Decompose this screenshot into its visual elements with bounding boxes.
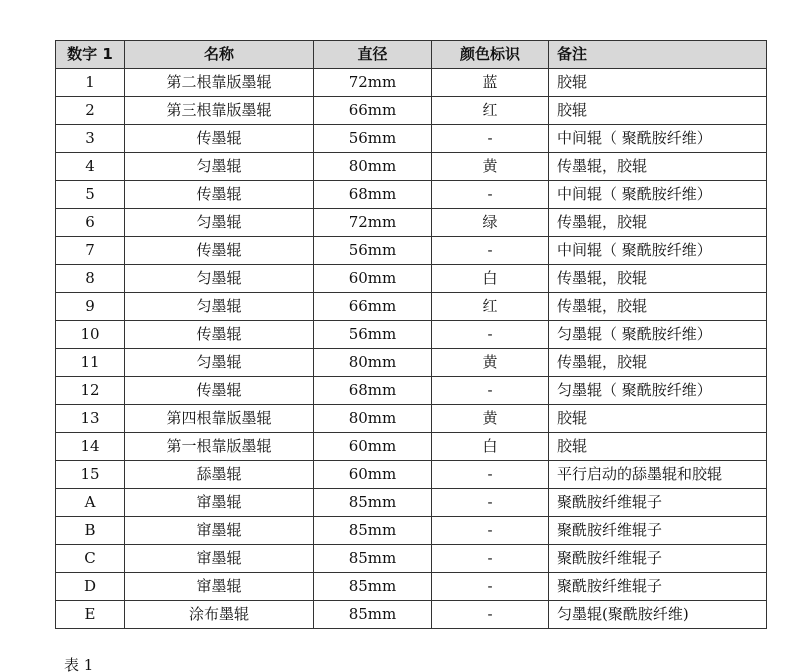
cell-color: - [432,377,549,405]
cell-number: 7 [56,237,125,265]
cell-note: 中间辊（ 聚酰胺纤维） [549,181,767,209]
cell-number: 6 [56,209,125,237]
cell-diameter: 80mm [314,349,432,377]
cell-color: - [432,489,549,517]
cell-diameter: 72mm [314,209,432,237]
ink-roller-table [55,40,767,629]
cell-name: 第一根靠版墨辊 [125,433,314,461]
cell-note: 传墨辊，胶辊 [549,153,767,181]
table-row [56,461,767,489]
cell-color: 黄 [432,349,549,377]
cell-number: 9 [56,293,125,321]
cell-note: 平行启动的舔墨辊和胶辊 [549,461,767,489]
cell-note: 胶辊 [549,405,767,433]
table-row [56,181,767,209]
cell-number: 12 [56,377,125,405]
table-row [56,545,767,573]
cell-diameter: 85mm [314,545,432,573]
cell-note: 传墨辊，胶辊 [549,293,767,321]
cell-note: 聚酰胺纤维辊子 [549,517,767,545]
cell-number: 3 [56,125,125,153]
cell-name: 匀墨辊 [125,265,314,293]
cell-note: 胶辊 [549,69,767,97]
cell-number: 10 [56,321,125,349]
cell-name: 窜墨辊 [125,489,314,517]
cell-note: 胶辊 [549,433,767,461]
cell-number: 14 [56,433,125,461]
cell-note: 聚酰胺纤维辊子 [549,545,767,573]
cell-name: 传墨辊 [125,181,314,209]
table-row [56,125,767,153]
cell-diameter: 85mm [314,517,432,545]
cell-color: - [432,125,549,153]
cell-color: 白 [432,433,549,461]
cell-number: B [56,517,125,545]
cell-name: 匀墨辊 [125,209,314,237]
cell-note: 聚酰胺纤维辊子 [549,573,767,601]
cell-color: - [432,181,549,209]
table-row [56,265,767,293]
cell-number: 13 [56,405,125,433]
cell-diameter: 80mm [314,405,432,433]
cell-diameter: 56mm [314,321,432,349]
table-row [56,237,767,265]
cell-number: 8 [56,265,125,293]
cell-diameter: 80mm [314,153,432,181]
cell-diameter: 60mm [314,265,432,293]
cell-name: 窜墨辊 [125,573,314,601]
cell-name: 第三根靠版墨辊 [125,97,314,125]
cell-color: 白 [432,265,549,293]
table-row [56,321,767,349]
cell-note: 中间辊（ 聚酰胺纤维） [549,125,767,153]
cell-note: 匀墨辊（ 聚酰胺纤维） [549,377,767,405]
cell-name: 传墨辊 [125,321,314,349]
cell-number: 2 [56,97,125,125]
cell-name: 涂布墨辊 [125,601,314,629]
cell-name: 传墨辊 [125,237,314,265]
cell-diameter: 85mm [314,601,432,629]
cell-note: 胶辊 [549,97,767,125]
header-color: 颜色标识 [432,41,549,69]
table-row [56,349,767,377]
cell-diameter: 72mm [314,69,432,97]
cell-note: 匀墨辊（ 聚酰胺纤维） [549,321,767,349]
cell-color: - [432,517,549,545]
table-row [56,517,767,545]
cell-number: 5 [56,181,125,209]
table-body [56,69,767,629]
cell-color: 红 [432,293,549,321]
cell-diameter: 66mm [314,293,432,321]
table-row [56,69,767,97]
cell-note: 传墨辊，胶辊 [549,209,767,237]
cell-note: 匀墨辊(聚酰胺纤维) [549,601,767,629]
cell-name: 匀墨辊 [125,153,314,181]
cell-name: 窜墨辊 [125,517,314,545]
cell-diameter: 66mm [314,97,432,125]
cell-note: 传墨辊，胶辊 [549,265,767,293]
cell-color: 绿 [432,209,549,237]
table-row [56,573,767,601]
cell-color: 蓝 [432,69,549,97]
table-row [56,377,767,405]
cell-number: 11 [56,349,125,377]
table-row [56,489,767,517]
cell-number: C [56,545,125,573]
cell-diameter: 85mm [314,489,432,517]
cell-number: 4 [56,153,125,181]
table-row [56,97,767,125]
cell-color: - [432,321,549,349]
cell-color: - [432,545,549,573]
table-row [56,405,767,433]
table-row [56,209,767,237]
table-header-row [56,41,767,69]
cell-diameter: 60mm [314,461,432,489]
cell-diameter: 68mm [314,181,432,209]
cell-color: 红 [432,97,549,125]
cell-note: 聚酰胺纤维辊子 [549,489,767,517]
cell-number: 1 [56,69,125,97]
cell-name: 舔墨辊 [125,461,314,489]
cell-name: 第四根靠版墨辊 [125,405,314,433]
cell-number: A [56,489,125,517]
cell-diameter: 56mm [314,125,432,153]
header-number: 数字 1 [56,41,125,69]
cell-name: 匀墨辊 [125,293,314,321]
cell-color: - [432,461,549,489]
cell-number: D [56,573,125,601]
header-name: 名称 [125,41,314,69]
cell-color: - [432,573,549,601]
cell-color: 黄 [432,153,549,181]
cell-color: - [432,237,549,265]
cell-name: 匀墨辊 [125,349,314,377]
cell-color: 黄 [432,405,549,433]
cell-number: E [56,601,125,629]
cell-note: 传墨辊，胶辊 [549,349,767,377]
cell-name: 第二根靠版墨辊 [125,69,314,97]
cell-number: 15 [56,461,125,489]
cell-color: - [432,601,549,629]
table-row [56,433,767,461]
cell-diameter: 85mm [314,573,432,601]
cell-diameter: 68mm [314,377,432,405]
table-row [56,293,767,321]
cell-name: 窜墨辊 [125,545,314,573]
header-note: 备注 [549,41,767,69]
table-row [56,601,767,629]
cell-note: 中间辊（ 聚酰胺纤维） [549,237,767,265]
cell-diameter: 56mm [314,237,432,265]
table-caption: 表 1 [64,656,94,672]
cell-diameter: 60mm [314,433,432,461]
table-row [56,153,767,181]
header-diameter: 直径 [314,41,432,69]
cell-name: 传墨辊 [125,125,314,153]
cell-name: 传墨辊 [125,377,314,405]
